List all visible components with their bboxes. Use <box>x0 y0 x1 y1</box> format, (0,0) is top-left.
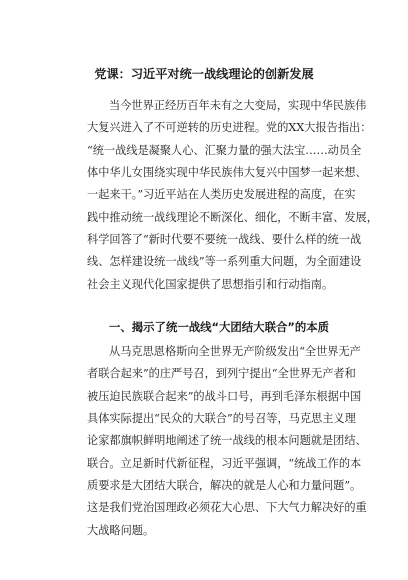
text-line: 被压迫民族联合起来”的战斗口号，再到毛泽东根据中国 <box>87 389 362 403</box>
text-line: 这是我们党治国理政必须花大心思、下大气力解决好的重 <box>87 501 367 515</box>
text-line: 体中华儿女围绕实现中华民族伟大复兴中国梦一起来想、 <box>87 166 367 180</box>
text-line: 从马克思恩格斯向全世界无产阶级发出“全世界无产 <box>109 345 361 358</box>
text-line: 线、怎样建设统一战线”等一系列重大问题，为全面建设 <box>87 255 362 269</box>
text-line: 联合。立足新时代新征程，习近平强调，“统战工作的本 <box>87 456 362 470</box>
text-line: 具体实际提出“民众的大联合”的号召等，马克思主义理 <box>87 412 356 426</box>
text-line: 当今世界正经历百年未有之大变局，实现中华民族伟 <box>109 99 367 112</box>
text-line: 者联合起来”的庄严号召，到列宁提出“全世界无产者和 <box>87 367 356 381</box>
text-line: 科学回答了“新时代要不要统一战线、要什么样的统一战 <box>87 233 362 247</box>
paragraph-section1 <box>87 341 367 542</box>
text-line: 论家都旗帜鲜明地阐述了统一战线的根本问题就是团结、 <box>87 434 367 448</box>
text-line: “统一战线是凝聚人心、汇聚力量的强大法宝……动员全 <box>87 143 362 157</box>
text-line: 社会主义现代化国家提供了思想指引和行动指南。 <box>87 277 334 291</box>
text-line: 一起来干。”习近平站在人类历史发展进程的高度，在实 <box>87 188 356 202</box>
text-line: 大战略问题。 <box>87 523 155 537</box>
text-line: 大复兴进入了不可逆转的历史进程。党的XX大报告指出： <box>87 121 372 135</box>
section-heading: 一、揭示了统一战线“大团结大联合”的本质 <box>109 320 330 334</box>
document-title: 党课：习近平对统一战线理论的创新发展 <box>94 67 314 81</box>
paragraph-intro <box>87 95 378 296</box>
text-line: 质要求是大团结大联合，解决的就是人心和力量问题”。 <box>87 479 362 493</box>
text-line: 践中推动统一战线理论不断深化、细化，不断丰富、发展， <box>87 210 378 224</box>
